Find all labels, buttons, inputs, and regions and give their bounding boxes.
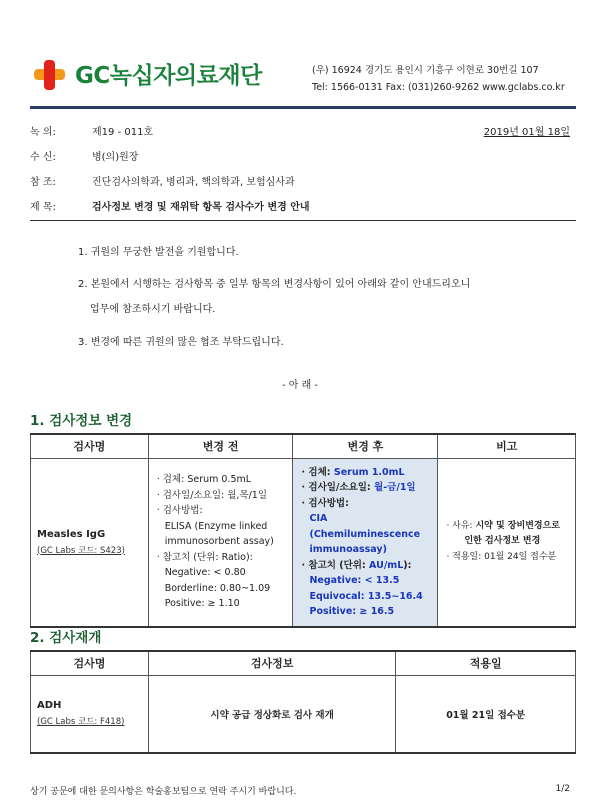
section1-title: 1. 검사정보 변경 bbox=[30, 413, 133, 429]
org-address: (우) 16924 경기도 용인시 기흥구 이현로 30번길 107 Tel: 1566-0131 Fax: (031)260-9262 www.gclabs.co.kr bbox=[312, 65, 565, 93]
adh-name-cell: ADH (GC Labs 코드: F418) bbox=[31, 675, 149, 753]
page-number: 1/2 bbox=[555, 784, 570, 794]
col-test-name: 검사명 bbox=[31, 434, 149, 458]
paragraph-2a: 2. 본원에서 시행하는 검사항목 중 일부 항목의 변경사항이 있어 아래와 같이 안내드리오니 bbox=[78, 279, 471, 290]
doc-date: 2019년 01월 18일 bbox=[483, 127, 570, 138]
change-table bbox=[30, 433, 576, 628]
meta-divider bbox=[30, 220, 576, 221]
col-test-name-2: 검사명 bbox=[31, 651, 149, 675]
reference: 참 조: 진단검사의학과, 병리과, 핵의학과, 보험심사과 bbox=[30, 177, 295, 188]
resume-table bbox=[30, 650, 576, 754]
paragraph-3: 3. 변경에 따른 귀원의 많은 협조 부탁드립니다. bbox=[78, 337, 284, 348]
doc-number: 녹 의: 제19 - 011호 bbox=[30, 127, 154, 138]
gc-cross-logo-icon bbox=[30, 58, 70, 92]
after-cell: · 검체: Serum 1.0mL · 검사일/소요일: 월-금/1일 · 검사방법: CIA (Chemiluminescence immunoassay) · 참고치 (단위: AU/mL): Negative: < 13.5 Equivocal: 13.5~16.4 Positive: ≥ 16.5 bbox=[293, 458, 438, 627]
col-note: 비고 bbox=[438, 434, 576, 458]
note-cell: · 사유: 시약 및 장비변경으로 인한 검사정보 변경 · 적용일: 01월 24일 접수분 bbox=[438, 458, 576, 627]
org-name: GC녹십자의료재단 bbox=[75, 63, 262, 89]
before-cell: · 검체: Serum 0.5mL · 검사일/소요일: 월,목/1일 · 검사방법: ELISA (Enzyme linked immunosorbent assay) · 참고치 (단위: Ratio): Negative: < 0.80 Borderline: 0.80~1.09 Positive: ≥ 1.10 bbox=[148, 458, 293, 627]
col-apply: 적용일 bbox=[396, 651, 576, 675]
col-before: 변경 전 bbox=[148, 434, 293, 458]
col-after: 변경 후 bbox=[293, 434, 438, 458]
header-divider bbox=[30, 106, 576, 109]
below-heading: - 아 래 - bbox=[281, 380, 319, 391]
paragraph-2b: 업무에 참조하시기 바랍니다. bbox=[90, 304, 216, 315]
subject: 제 목: 검사정보 변경 및 재위탁 항목 검사수가 변경 안내 bbox=[30, 202, 310, 213]
recipient: 수 신: 병(의)원장 bbox=[30, 152, 139, 163]
col-info: 검사정보 bbox=[148, 651, 396, 675]
test-name-cell: Measles IgG (GC Labs 코드: S423) bbox=[31, 458, 149, 627]
paragraph-1: 1. 귀원의 무궁한 발전을 기원합니다. bbox=[78, 247, 239, 258]
section2-title: 2. 검사재개 bbox=[30, 630, 102, 646]
adh-apply-cell: 01월 21일 접수분 bbox=[396, 675, 576, 753]
footer-notice: 상기 공문에 대한 문의사항은 학술홍보팀으로 연락 주시기 바랍니다. bbox=[30, 787, 297, 797]
adh-info-cell: 시약 공급 정상화로 검사 재개 bbox=[148, 675, 396, 753]
